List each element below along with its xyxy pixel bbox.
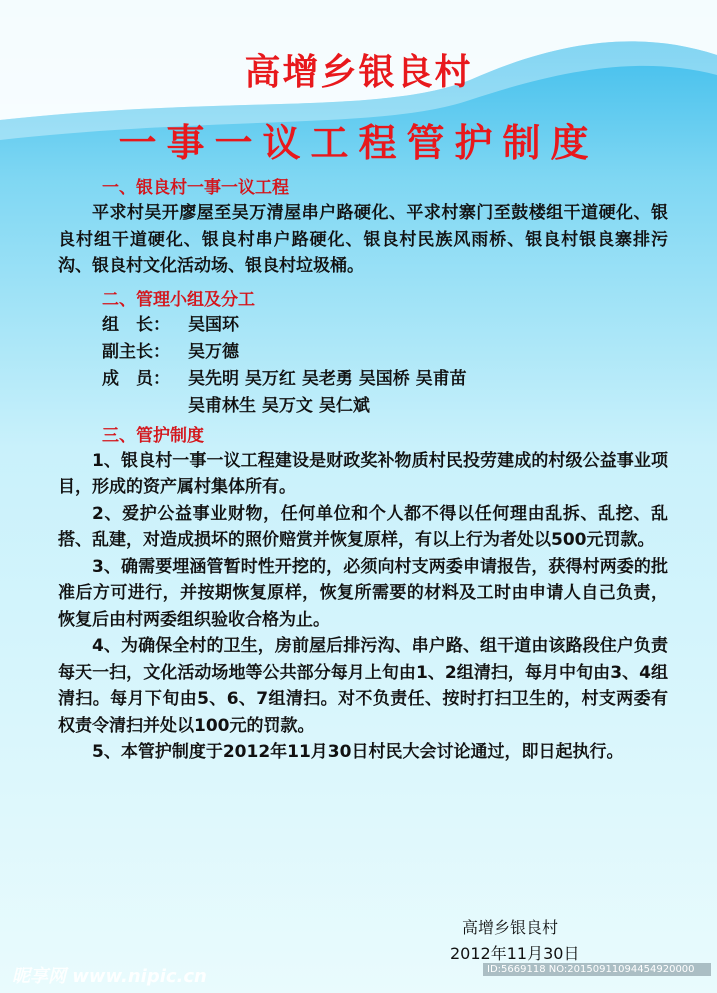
section-3-heading: 三、管护制度 — [102, 425, 204, 446]
leader-row — [102, 312, 668, 339]
deputy-name: 吴万德 — [188, 341, 239, 362]
rule-2: 2、爱护公益事业财物，任何单位和个人都不得以任何理由乱拆、乱挖、乱搭、乱建，对造成损坏的照价赔赏并恢复原样，有以上行为者处以500元罚款。 — [58, 503, 668, 550]
deputy-label: 副主长： — [102, 341, 170, 362]
rule-3: 3、确需要埋涵管暂时性开挖的，必须向村支两委申请报告，获得村两委的批准后方可进行，并按期恢复原样，恢复所需要的材料及工时由申请人自己负责，恢复后由村两委组织验收合格为止。 — [58, 556, 668, 630]
watermark-id: ID:5669118 NO:20150911094454920000 — [483, 963, 711, 976]
deputy-row — [102, 339, 668, 366]
section-1-heading: 一、银良村一事一议工程 — [102, 178, 289, 198]
members-list-2: 吴甫林生 吴万文 吴仁斌 — [188, 395, 370, 416]
signature-date: 2012年11月30日 — [450, 944, 580, 963]
section-2-heading: 二、管理小组及分工 — [102, 289, 255, 310]
members-list-1: 吴先明 吴万红 吴老勇 吴国桥 吴甫苗 — [188, 368, 467, 389]
leader-name: 吴国环 — [188, 314, 239, 335]
rule-1: 1、银良村一事一议工程建设是财政奖补物质村民投劳建成的村级公益事业项目，形成的资产属村集体所有。 — [58, 450, 668, 497]
rule-4: 4、为确保全村的卫生，房前屋后排污沟、串户路、组干道由该路段住户负责每天一扫，文化活动场地等公共部分每月上旬由1、2组清扫，每月中旬由3、4组清扫。每月下旬由5、6、7组清扫。对不负责任、按时打扫卫生的，村支两委有权责令清扫并处以100元的罚款。 — [58, 636, 668, 736]
village-title: 高增乡银良村 — [244, 52, 473, 93]
section-1-text: 平求村吴开廖屋至吴万清屋串户路硬化、平求村寨门至鼓楼组干道硬化、银良村组干道硬化、银良村串户路硬化、银良村民族风雨桥、银良村银良寨排污沟、银良村文化活动场、银良村垃圾桶。 — [58, 203, 668, 276]
members-row — [102, 366, 668, 393]
leader-label: 组 长： — [102, 314, 170, 335]
members-label: 成 员： — [102, 368, 170, 389]
rule-5: 5、本管护制度于2012年11月30日村民大会讨论通过，即日起执行。 — [92, 742, 624, 762]
regulation-title: 一事一议工程管护制度 — [118, 121, 599, 165]
signature-org: 高增乡银良村 — [462, 918, 559, 937]
main-content — [58, 176, 668, 766]
watermark-logo: 昵享网 www.nipic.cn — [12, 966, 207, 987]
